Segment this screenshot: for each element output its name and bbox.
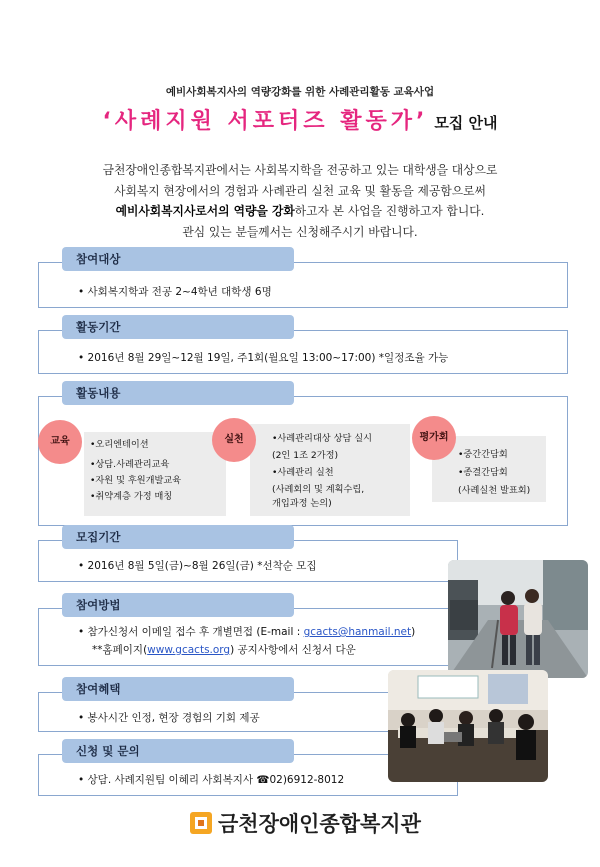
- contact-text: [78, 772, 344, 787]
- homepage-link[interactable]: www.gcacts.org: [147, 644, 231, 656]
- page-title: [0, 104, 600, 135]
- benefit-text: • 봉사시간 인정, 현장 경험의 기회 제공: [78, 712, 260, 724]
- education-circle: 교육: [38, 420, 82, 464]
- method-text-2: [92, 642, 356, 657]
- walking-photo-illustration: [448, 560, 588, 678]
- recruit-text: • 2016년 8월 5일(금)~8월 26일(금) *선착순 모집: [78, 560, 317, 572]
- title-main: ‘사례지원 서포터즈 활동가’: [102, 109, 429, 134]
- email-link[interactable]: gcacts@hanmail.net: [303, 626, 412, 638]
- contact-phone: 02)6912-8012: [269, 774, 345, 786]
- intro-line-2: 사회복지 현장에서의 경험과 사례관리 실천 교육 및 활동을 제공함으로써: [114, 183, 486, 198]
- target-label: 참여대상: [62, 247, 294, 271]
- practice-item: •사례관리대상 상담 실시: [272, 433, 373, 444]
- method-label: 참여방법: [62, 593, 294, 617]
- meeting-photo-illustration: [388, 670, 548, 782]
- practice-item: •사례관리 실천: [272, 467, 334, 478]
- intro-line-4: 관심 있는 분들께서는 신청해주시기 바랍니다.: [182, 224, 418, 239]
- intro-line-3: [40, 201, 560, 222]
- logo-icon: [190, 812, 212, 834]
- walking-photo: [448, 560, 588, 678]
- contact-text-pre: • 상담. 사례지원팀 이혜리 사회복지사: [78, 774, 257, 786]
- method-text-1-post: ): [411, 626, 416, 638]
- practice-item: (2인 1조 2가정): [272, 450, 339, 461]
- education-list: [90, 438, 181, 504]
- practice-item: (사례회의 및 계획수립,: [272, 484, 365, 495]
- intro-line-3-bold: 예비사회복지사로서의 역량을 강화: [115, 204, 295, 218]
- period-text: • 2016년 8월 29일~12월 19일, 주1회(월요일 13:00~17:00) *일정조율 가능: [78, 352, 449, 364]
- intro-line-1: 금천장애인종합복지관에서는 사회복지학을 전공하고 있는 대학생을 대상으로: [102, 163, 498, 177]
- evaluation-circle: 평가회: [412, 416, 456, 460]
- meeting-photo: [388, 670, 548, 782]
- education-item: •상담.사례관리교육: [90, 459, 170, 470]
- period-label: 활동기간: [62, 315, 294, 339]
- contact-label: 신청 및 문의: [62, 739, 294, 763]
- practice-list: [272, 432, 372, 511]
- education-item: •자원 및 후원개발교육: [90, 475, 182, 486]
- method-text-2-post: ) 공지사항에서 신청서 다운: [230, 644, 356, 656]
- evaluation-item: •종결간담회: [458, 467, 508, 478]
- intro-line-3-rest: 하고자 본 사업을 진행하고자 합니다.: [294, 204, 485, 218]
- phone-icon: ☎: [256, 774, 270, 786]
- footer-logo: [190, 808, 421, 838]
- practice-item: 개입과정 논의): [272, 498, 332, 509]
- target-text: • 사회복지학과 전공 2~4학년 대학생 6명: [78, 286, 272, 298]
- intro-paragraph: [40, 160, 560, 242]
- evaluation-item: •중간간담회: [458, 449, 508, 460]
- method-text-1-pre: • 참가신청서 이메일 접수 후 개별면접 (E-mail :: [78, 626, 304, 638]
- education-item: •취약계층 가정 매칭: [90, 491, 173, 502]
- content-label: 활동내용: [62, 381, 294, 405]
- education-item: •오리엔테이션: [90, 439, 149, 450]
- method-text-1: [78, 624, 415, 639]
- evaluation-list: [458, 448, 530, 498]
- title-sub: 모집 안내: [434, 114, 498, 132]
- method-text-2-pre: **홈페이지(: [92, 644, 148, 656]
- benefit-label: 참여혜택: [62, 677, 294, 701]
- recruit-label: 모집기간: [62, 525, 294, 549]
- header-subtitle: 예비사회복지사의 역량강화를 위한 사례관리활동 교육사업: [165, 86, 435, 98]
- practice-circle: 실천: [212, 418, 256, 462]
- evaluation-item: (사례실천 발표회): [458, 485, 531, 496]
- footer-org-name: 금천장애인종합복지관: [218, 812, 421, 836]
